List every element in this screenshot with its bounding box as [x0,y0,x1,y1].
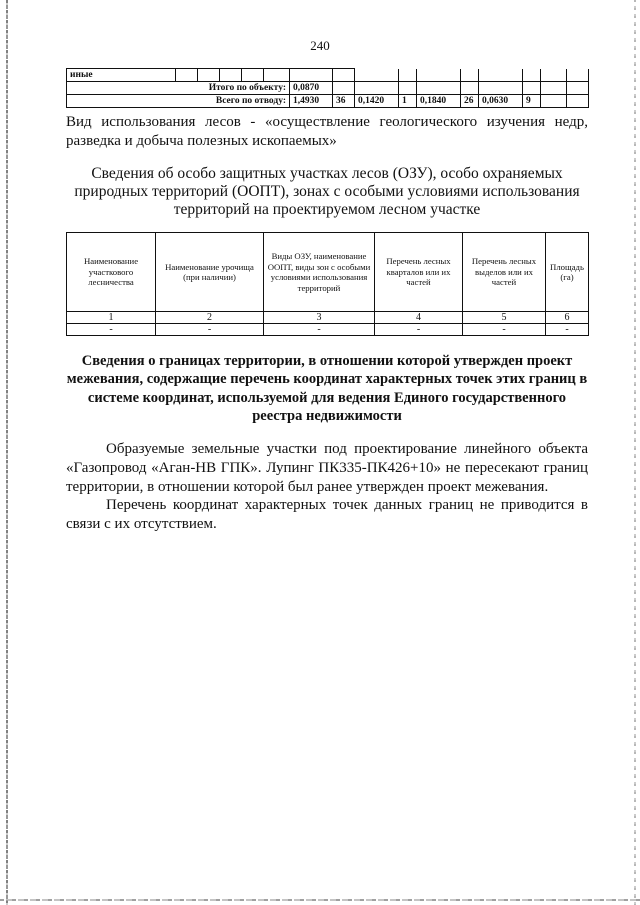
column-number: 4 [375,312,463,324]
table-cell: 36 [333,95,355,108]
table-cell: 1 [399,95,417,108]
ozu-section-heading: Сведения об особо защитных участках лесов (ОЗУ), особо охраняемых природных территорий (ООПТ), зонах с особыми условиями использования территорий на проектируемом лесном участке [74,165,580,218]
column-number: 1 [67,312,156,324]
ozu-header-row [67,233,589,312]
table-row-total-object [67,82,589,95]
table-cell: - [264,324,375,336]
table-cell: 0,1840 [417,95,461,108]
ozu-table [66,232,589,336]
column-header-area: Площадь (га) [546,233,589,312]
column-number: 6 [546,312,589,324]
column-header-quarters: Перечень лесных кварталов или их частей [375,233,463,312]
table-cell: 0,1420 [355,95,399,108]
table-row-other [67,69,589,82]
table-cell: 0,0630 [479,95,523,108]
total-object-label: Итого по объекту: [67,82,290,95]
table-cell: - [67,324,156,336]
column-header-zone-types: Виды ОЗУ, наименование ООПТ, виды зон с особыми условиями использования территорий [264,233,375,312]
column-header-allotments: Перечень лесных выделов или их частей [463,233,546,312]
table-cell: - [375,324,463,336]
column-number: 2 [156,312,264,324]
table-cell: 9 [523,95,541,108]
total-object-area: 0,0870 [290,82,333,95]
scan-edge-bottom [0,899,640,901]
column-number: 3 [264,312,375,324]
boundaries-paragraph-2: Перечень координат характерных точек данных границ не приводится в связи с их отсутствием. [66,497,588,532]
column-header-tract: Наименование урочища (при наличии) [156,233,264,312]
column-number: 5 [463,312,546,324]
table-cell: 1,4930 [290,95,333,108]
ozu-number-row [67,312,589,324]
boundaries-paragraph-1: Образуемые земельные участки под проектирование линейного объекта «Газопровод «Аган-НВ ГПК». Лупинг ПК335-ПК426+10» не пересекают границ территории, в отношении которой был ранее утвержден проект межевания. [66,441,588,495]
table-row [67,324,589,336]
table-cell: - [546,324,589,336]
table-cell: - [156,324,264,336]
table-cell: 26 [461,95,479,108]
boundaries-section-heading: Сведения о границах территории, в отношении которой утвержден проект межевания, содержащие перечень координат характерных точек этих границ в системе координат, используемой для ведения Единого государственного реестра недвижимости [66,353,588,424]
allocation-summary-table [66,68,589,108]
column-header-forestry: Наименование участкового лесничества [67,233,156,312]
forest-usage-text: Вид использования лесов - «осуществление геологического изучения недр, разведка и добыча полезных ископаемых» [66,114,588,149]
scan-edge-right [634,0,636,905]
total-allocation-label: Всего по отводу: [67,95,290,108]
page-number: 240 [310,38,330,53]
table-cell: - [463,324,546,336]
table-row-total-allocation [67,95,589,108]
other-label: иные [67,69,176,82]
scan-edge-left [6,0,8,905]
